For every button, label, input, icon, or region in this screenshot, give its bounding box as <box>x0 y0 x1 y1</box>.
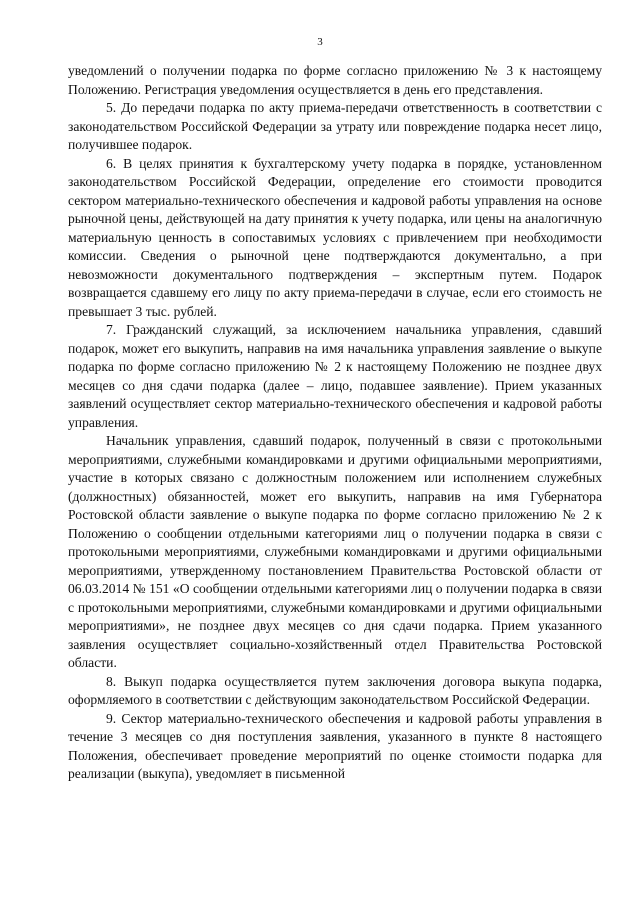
paragraph-continuation: уведомлений о получении подарка по форме согласно приложению № 3 к настоящему Положению. Регистрация уведомления осуществляется в день его представления. <box>68 63 602 97</box>
paragraph-item-9: 9. Сектор материально-технического обеспечения и кадровой работы управления в течение 3 месяцев со дня поступления заявления, указанного в пункте 8 настоящего Положения, обеспечивает проведение мероприятий по оценке стоимости подарка для реализации (выкупа), уведомляет в письменной <box>68 710 602 781</box>
paragraph-item-5: 5. До передачи подарка по акту приема-передачи ответственность в соответствии с законодательством Российской Федерации за утрату или повреждение подарка несет лицо, получившее подарок. <box>68 100 602 152</box>
page-number: 3 <box>317 36 323 48</box>
paragraph-head-redemption: Начальник управления, сдавший подарок, полученный в связи с протокольными мероприятиями, служебными командировками и другими официальными мероприятиями, участие в которых связано с должностным положением или исполнением служебных (должностных) обязанностей, может его выкупить, направив на имя Губернатора Ростовской области заявление о выкупе подарка по форме согласно приложению № 2 к Положению о сообщении отдельными категориями лиц о получении подарка в связи с протокольными мероприятиями, служебными командировками и другими официальными мероприятиями, утвержденному постановлением Правительства Ростовской области от 06.03.2014 № 151 «О сообщении отдельными категориями лиц о получении подарка в связи с протокольными мероприятиями, служебными командировками и другими официальными мероприятиями», не позднее двух месяцев со дня сдачи подарка. Прием указанного заявления осуществляет социально-хозяйственный отдел Правительства Ростовской области. <box>68 433 602 670</box>
paragraph-item-8: 8. Выкуп подарка осуществляется путем заключения договора выкупа подарка, оформляемого в соответствии с действующим законодательством Российской Федерации. <box>68 673 602 707</box>
paragraph-item-6: 6. В целях принятия к бухгалтерскому учету подарка в порядке, установленном законодательством Российской Федерации, определение его стоимости проводится сектором материально-технического обеспечения и кадровой работы управления на основе рыночной цены, действующей на дату принятия к учету подарка, или цены на аналогичную материальную ценность в сопоставимых условиях с привлечением при необходимости комиссии. Сведения о рыночной цене подтверждаются документально, а при невозможности документального подтверждения – экспертным путем. Подарок возвращается сдавшему его лицу по акту приема-передачи в случае, если его стоимость не превышает 3 тыс. рублей. <box>68 155 602 319</box>
document-body <box>68 62 602 784</box>
paragraph-item-7: 7. Гражданский служащий, за исключением начальника управления, сдавший подарок, может его выкупить, направив на имя начальника управления заявление о выкупе подарка по форме согласно приложению № 2 к настоящему Положению не позднее двух месяцев со дня сдачи подарка (далее – лицо, подавшее заявление). Прием указанных заявлений осуществляет сектор материально-технического обеспечения и кадровой работы управления. <box>68 322 602 430</box>
